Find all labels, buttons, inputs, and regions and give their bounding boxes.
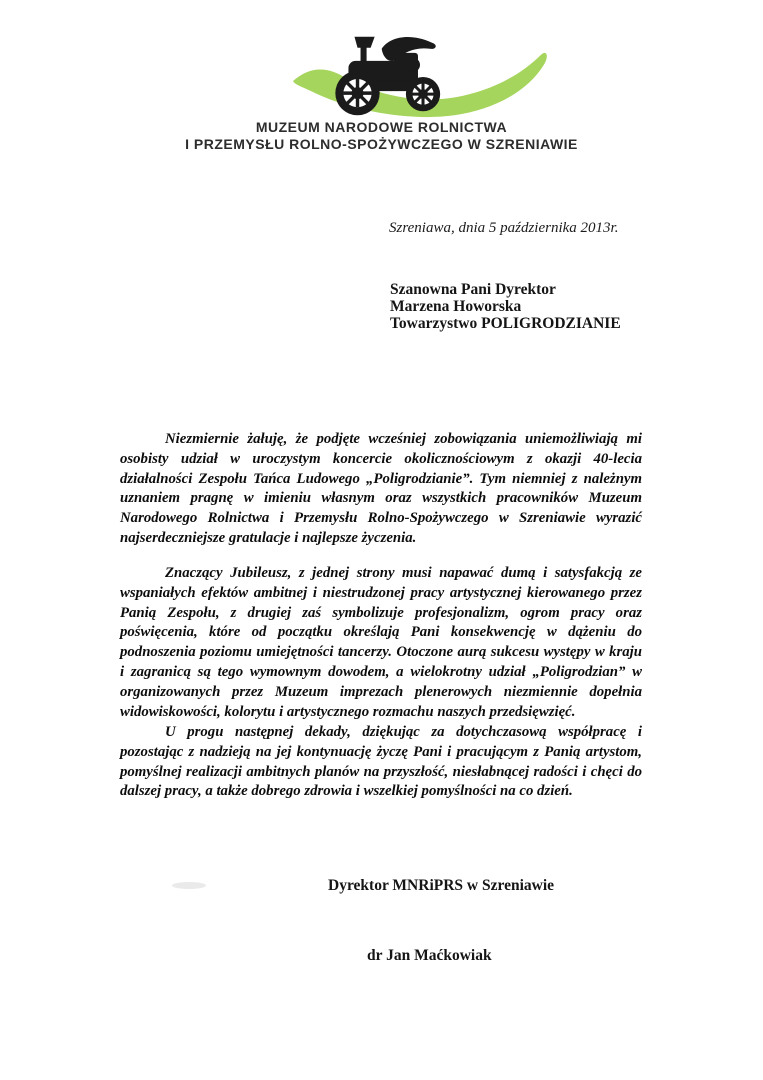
addressee-name: Marzena Howorska bbox=[390, 298, 522, 315]
date-line: Szreniawa, dnia 5 października 2013r. bbox=[389, 220, 619, 236]
letterhead-line2: I PRZEMYSŁU ROLNO-SPOŻYWCZEGO W SZRENIAWIE bbox=[185, 136, 578, 152]
paragraph-3: U progu następnej dekady, dziękując za dotychczasową współpracę i pozostając z nadzieją na jej kontynuację życzę Pani i pracującym z Panią artystom, pomyślnej realizacji ambitnych planów na przyszłość, niesłabnącej radości i chęci do dalszej pracy, a także dobrego zdrowia i wszelkiej pomyślności na co dzień. bbox=[120, 724, 642, 800]
scan-smudge bbox=[172, 882, 206, 889]
logo-rear-wheel bbox=[335, 71, 379, 115]
signature-title: Dyrektor MNRiPRS w Szreniawie bbox=[328, 877, 555, 894]
logo-flywheel bbox=[406, 58, 420, 72]
addressee-salutation: Szanowna Pani Dyrektor bbox=[390, 281, 556, 298]
signature-name: dr Jan Maćkowiak bbox=[367, 947, 492, 964]
paragraph-2: Znaczący Jubileusz, z jednej strony musi napawać dumą i satysfakcją ze wspaniałych efektów ambitnej i niestrudzonej pracy artystycznej kierowanego przez Panią Zespołu, z drugiej zaś symbolizuje profesjonalizm, ogrom pracy oraz poświęcenia, które od początku określają Pani konsekwencję w dążeniu do podnoszenia poziomu umiejętności tancerzy. Otoczone aurą sukcesu występy w kraju i zagranicą są tego wymownym dowodem, a wielokrotny udział „Poligrodzian” w organizowanych przez Muzeum imprezach plenerowych niezmiennie dopełnia widowiskowości, kolorytu i artystycznego rozmachu naszych przedsięwzięć. bbox=[120, 565, 642, 720]
addressee-block bbox=[390, 281, 621, 332]
letterhead bbox=[0, 119, 763, 153]
logo-front-wheel bbox=[406, 77, 440, 111]
paragraph-1: Niezmiernie żałuję, że podjęte wcześniej zobowiązania uniemożliwiają mi osobisty udział w uroczystym koncercie okolicznościowym z okazji 40-lecia działalności Zespołu Tańca Ludowego „Poligrodzianie”. Tym niemniej z należnym uznaniem pragnę w imieniu własnym oraz wszystkich pracowników Muzeum Narodowego Rolnictwa i Przemysłu Rolno-Spożywczego w Szreniawie wyrazić najserdeczniejsze gratulacje i najlepsze życzenia. bbox=[120, 431, 642, 546]
addressee-organization: Towarzystwo POLIGRODZIANIE bbox=[390, 315, 621, 332]
logo-chimney bbox=[354, 37, 374, 65]
tractor-logo-graphic bbox=[291, 34, 549, 118]
museum-logo bbox=[291, 34, 549, 118]
letterhead-line1: MUZEUM NARODOWE ROLNICTWA bbox=[255, 119, 508, 135]
